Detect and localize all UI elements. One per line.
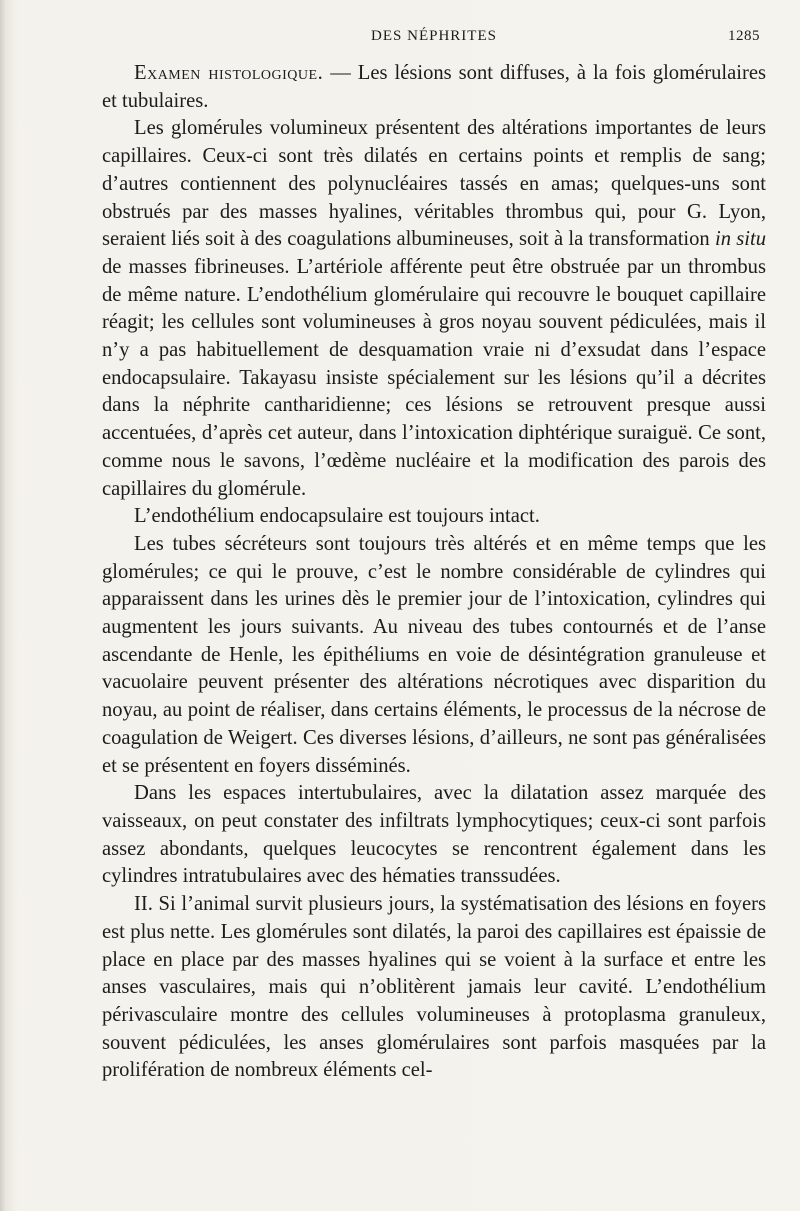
paragraph-2-text-end: de masses fibrineuses. L’artériole afférente peut être obstruée par un thrombus de même nature. L’endothélium glomérulaire qui recouvre le bouquet capillaire réagit; les cellules sont volumineuses à gros noyau souvent pédiculées, mais il n’y a pas habituellement de desquamation vraie ni d’exsudat dans l’espace endocapsulaire. Takayasu insiste spécialement sur les lésions qu’il a décrites dans la néphrite cantharidienne; ces lésions se retrouvent presque aussi accentuées, d’après cet auteur, dans l’intoxication diphtérique suraiguë. Ce sont, comme nous le savons, l’œdème nucléaire et la modification des parois des capillaires du glomérule. xyxy=(102,255,766,500)
running-title: DES NÉPHRITES xyxy=(371,28,497,44)
paragraph-espaces-intertubulaires: Dans les espaces intertubulaires, avec la dilatation assez marquée des vaisseaux, on peut constater des infiltrats lymphocytiques; ceux-ci sont parfois assez abondants, quelques leucocytes se rencontrent également dans les cylindres intratubulaires avec des hématies transsudées. xyxy=(102,782,766,888)
page-number: 1285 xyxy=(728,28,760,44)
section-heading: Examen histologique. xyxy=(134,62,324,84)
paragraph-1-text: — Les lésions sont diffuses, à la fois glomérulaires et tubulaires. xyxy=(102,62,766,112)
italic-in-situ: in situ xyxy=(714,228,766,251)
paragraph-2-text-start: Les glomérules volumineux présentent des altérations importantes de leurs capillaires. Ceux-ci sont très dilatés en certains points et remplis de sang; d’autres contiennent des polynucléaires tassés en amas; quelques-uns sont obstrués par des masses hyalines, véritables thrombus qui, pour G. Lyon, seraient liés soit à des coagulations albumineuses, soit à la transformation xyxy=(102,117,766,251)
paragraph-glomerules xyxy=(102,115,766,503)
paragraph-examen-histologique xyxy=(102,60,766,115)
paragraph-endothelium: L’endothélium endocapsulaire est toujours intact. xyxy=(134,505,540,528)
page-header xyxy=(102,26,766,50)
body-text xyxy=(102,60,766,1085)
paragraph-survie: II. Si l’animal survit plusieurs jours, la systématisation des lésions en foyers est plus nette. Les glomérules sont dilatés, la paroi des capillaires est épaissie de place en place par des masses hyalines qui se voient à la surface et entre les anses vasculaires, mais qui n’oblitèrent jamais leur cavité. L’endothélium périvasculaire montre des cellules volumineuses à protoplasma granuleux, souvent pédiculées, les anses glomérulaires sont parfois masquées par la prolifération de nombreux éléments cel- xyxy=(102,893,766,1082)
paragraph-tubes-secreteurs: Les tubes sécréteurs sont toujours très altérés et en même temps que les glomérules; ce qui le prouve, c’est le nombre considérable de cylindres qui apparaissent dans les urines dès le premier jour de l’intoxication, cylindres qui augmentent les jours suivants. Au niveau des tubes contournés et de l’anse ascendante de Henle, les épithéliums en voie de désintégration granuleuse et vacuolaire peuvent présenter des altérations nécrotiques avec disparition du noyau, au point de réaliser, dans certains éléments, le processus de la nécrose de coagulation de Weigert. Ces diverses lésions, d’ailleurs, ne sont pas généralisées et se présentent en foyers disséminés. xyxy=(102,532,766,777)
